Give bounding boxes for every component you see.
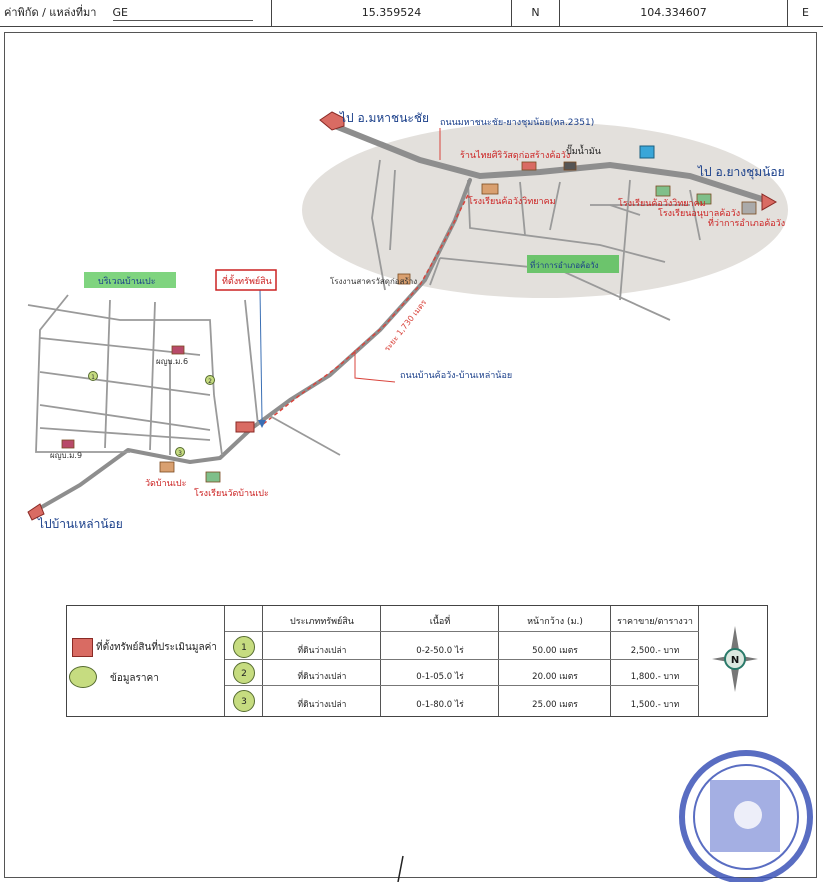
row-1-price: 2,500.- บาท	[630, 646, 680, 656]
row-2-frontage: 20.00 เมตร	[532, 672, 578, 682]
property-pointer	[260, 290, 262, 420]
village-school-icon	[206, 472, 220, 482]
school-3-label: โรงเรียนอนุบาลค้อวัง	[658, 209, 741, 219]
stamp	[682, 753, 810, 881]
map-price-marker-1-label: 1	[91, 374, 95, 381]
legend-table	[66, 605, 768, 717]
row-1-area: 0-2-50.0 ไร่	[416, 646, 464, 656]
header-divider	[225, 631, 699, 632]
temple-label: วัดบ้านเปะ	[145, 479, 187, 489]
coord-source: GE	[113, 6, 253, 21]
row-3-type: ที่ดินว่างเปล่า	[297, 700, 347, 710]
village-school-label: โรงเรียนวัดบ้านเปะ	[194, 489, 269, 499]
pen-mark	[398, 856, 403, 882]
longitude-value: 104.334607	[560, 0, 788, 26]
legend-property-text: ที่ตั้งทรัพย์สินที่ประเมินมูลค่า	[96, 642, 217, 653]
property-marker	[236, 422, 254, 432]
school-2-icon	[656, 186, 670, 196]
gas-station-icon	[640, 146, 654, 158]
legend-price-swatch	[69, 666, 97, 688]
row-1-number: 1	[233, 636, 255, 658]
col-header-frontage: หน้ากว้าง (ม.)	[527, 617, 583, 627]
main-road-label: ถนนมหาชนะชัย-ยางชุมน้อย(ทล.2351)	[440, 118, 595, 128]
map-price-marker-2-label: 2	[208, 378, 212, 385]
headman-6-label: ผญบ.ม.6	[156, 357, 189, 366]
row-3-area: 0-1-80.0 ไร่	[416, 700, 464, 710]
row-3-price: 1,500.- บาท	[630, 700, 680, 710]
legend-key-col	[67, 606, 225, 716]
dest-bottom-left: ไปบ้านเหล่าน้อย	[38, 517, 123, 531]
legend-price-text: ข้อมูลราคา	[110, 673, 159, 684]
row-1-type: ที่ดินว่างเปล่า	[297, 646, 347, 656]
row-2-type: ที่ดินว่างเปล่า	[297, 672, 347, 682]
headman-9-label: ผญบ.ม.9	[50, 451, 83, 460]
col-header-area: เนื้อที่	[429, 617, 451, 627]
row-2-number: 2	[233, 662, 255, 684]
temple-icon	[160, 462, 174, 472]
dest-top-right: ไป อ.ยางชุมน้อย	[698, 165, 785, 179]
dest-top-left: ไป อ.มหาชนะชัย	[340, 111, 430, 125]
school-1-label: โรงเรียนค้อวังวิทยาคม	[468, 197, 556, 207]
property-label: ที่ตั้งทรัพย์สิน	[222, 277, 272, 287]
headman-9-icon	[62, 440, 74, 448]
row-1-frontage: 50.00 เมตร	[532, 646, 578, 656]
row-2-area: 0-1-05.0 ไร่	[416, 672, 464, 682]
col-header-price: ราคาขาย/ตารางวา	[617, 617, 693, 627]
headman-6-icon	[172, 346, 184, 354]
row-3-frontage: 25.00 เมตร	[532, 700, 578, 710]
district-office-icon	[742, 202, 756, 214]
district-office-label: ที่ว่าการอำเภอค้อวัง	[708, 219, 786, 229]
row-divider-1	[225, 659, 699, 660]
district-label: ที่ว่าการอำเภอค้อวัง	[530, 261, 599, 270]
gold-shop-label: ร้านไทยศิริวัสดุก่อสร้างค้อวัง	[460, 151, 571, 161]
shop-icon	[522, 162, 536, 170]
latitude-value: 15.359524	[272, 0, 512, 26]
latitude-direction: N	[512, 0, 560, 26]
compass-icon	[710, 624, 760, 694]
road-pointer	[355, 350, 395, 382]
factory-label: โรงงานสาครวัสดุก่อสร้าง	[330, 277, 418, 286]
row-2-price: 1,800.- บาท	[630, 672, 680, 682]
coord-label: ค่าพิกัด / แหล่งที่มา	[4, 6, 97, 19]
gas-station-building-icon	[564, 162, 576, 170]
compass-letter: N	[730, 655, 740, 666]
legend-property-swatch	[72, 638, 93, 657]
village-area-label: บริเวณบ้านเปะ	[98, 277, 156, 287]
school-1-icon	[482, 184, 498, 194]
gas-station-label: ปั๊มน้ำมัน	[566, 147, 601, 157]
map-price-marker-3-label: 3	[178, 450, 182, 457]
distance-label: ระยะ 1,730 เมตร	[382, 297, 429, 354]
village-streets	[28, 295, 340, 455]
school-2-label: โรงเรียนค้อวังวิทยาคม	[618, 199, 706, 209]
longitude-direction: E	[802, 6, 809, 19]
col-header-type: ประเภททรัพย์สิน	[290, 617, 354, 627]
row-3-number: 3	[233, 690, 255, 712]
row-divider-2	[225, 685, 699, 686]
secondary-road-label: ถนนบ้านค้อวัง-บ้านเหล่าน้อย	[400, 371, 513, 381]
